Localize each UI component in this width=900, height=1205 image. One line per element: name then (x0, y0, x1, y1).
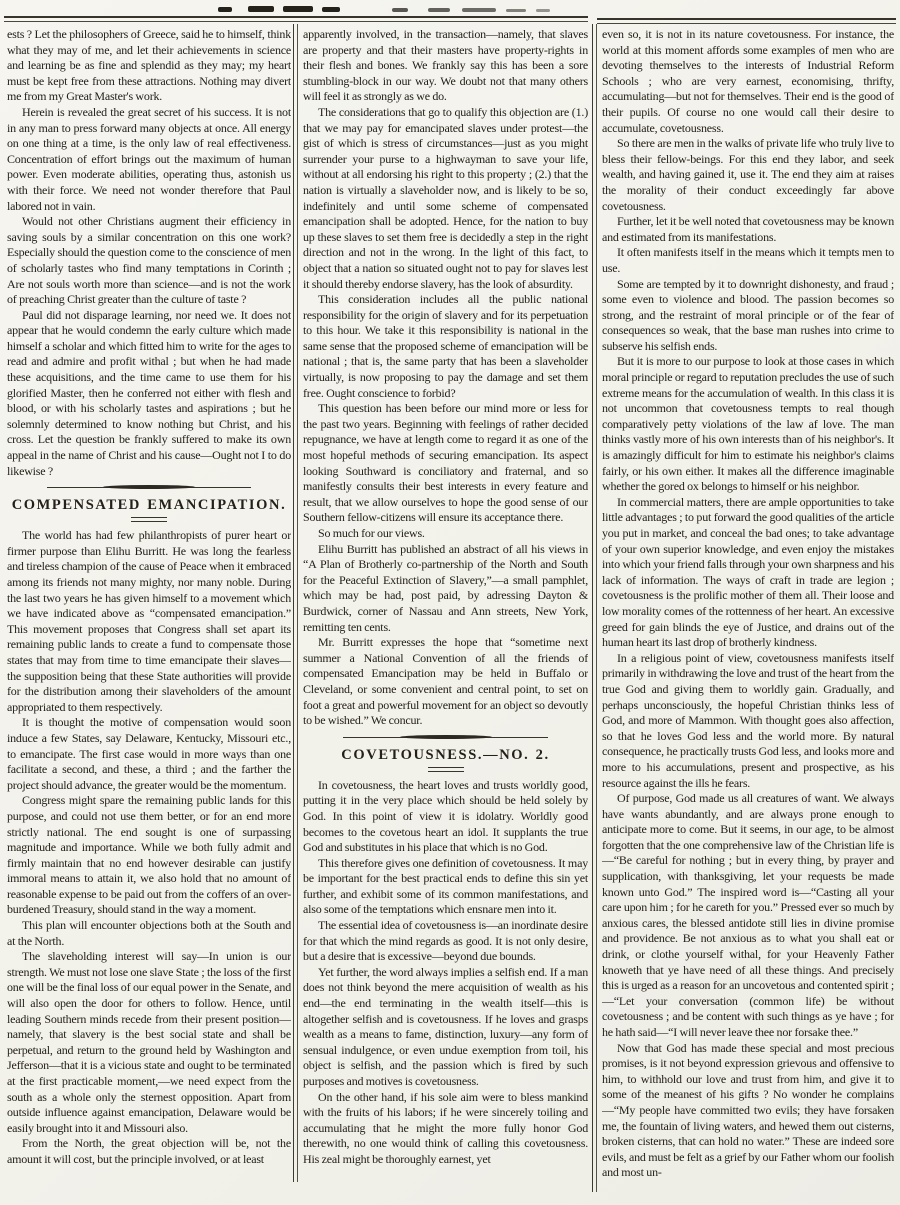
paragraph: Herein is revealed the great secret of his success. It is not in any man to press forward many objects at once. All energy on one thing at a time, is the only law of real effectiveness. Concentration of effort brings out the maximum of human power. Even moderate abilities, operating thus, astonish us with their force. We need not wonder therefore that Paul labored not in vain. (7, 104, 291, 213)
paragraph: even so, it is not in its nature covetousness. For instance, the world at this moment affords some examples of men who are devoting themselves to the interests of Industrial Reform Schools ; who are very earnest, economising, thrifty, accumulating—but not for themselves. Their end is the good of their pupils. Of course no one would call their desire to accumulate, covetousness. (602, 27, 894, 135)
paragraph: It is thought the motive of compensation would soon induce a few States, say Delaware, Kentucky, Missouri etc., to emancipate. The first case would in more ways than one facilitate a second, and these, a third ; and the farther the project should advance, the greater would be the momentum. (7, 715, 291, 792)
column-divider-rule-1 (293, 24, 298, 1182)
top-double-rule-right (597, 18, 896, 24)
paragraph: This consideration includes all the public national responsibility for the origin of slavery and for its perpetuation to this hour. We take it this responsibility is national in the same sense that the proposed scheme of emancipation will be national ; that is, the same party that has been a slaveholder virtually, is now proposing to pay the damage and set them free. Ought conscience to forbid? (303, 292, 588, 400)
paragraph: From the North, the great objection will be, not the amount it will cost, but the principle involved, or at least (7, 1136, 291, 1166)
paragraph: Mr. Burritt expresses the hope that “sometime next summer a National Convention of all the friends of compensated Emancipation may be held in Buffalo or Cleveland, or some convenient and central point, to set on foot a great and powerful movement for an object so devoutly to be wished.” We concur. (303, 635, 588, 728)
article-divider-rule (343, 734, 548, 741)
paragraph: Yet further, the word always implies a selfish end. If a man does not think beyond the mere acquisition of wealth as his end—the end terminating in the wealth itself—this is altogether selfish and is covetousness. If he loves and grasps wealth as a means to fame, distinction, luxury—any form of sensual indulgence, or even undue exemption from toil, his object is selfish, and the passion which is fired by such purposes and motives is covetousness. (303, 964, 588, 1088)
article-heading-covetousness-no-2: COVETOUSNESS.—NO. 2. (341, 746, 550, 763)
paragraph: In commercial matters, there are ample opportunities to take little advantages ; to put forward the good qualities of the article you put in market, and conceal the bad ones; to take advantage of your own superior knowledge, and even enjoy the mistakes into which your friend falls through your own sharpness and his lack of information. The ways of craft in trade are legion ; covetousness is the prolific mother of them all. Their loose and low morality comes of the rottenness of her heart. An excessive greed for gain blinds the eye of Justice, and drains out of the human heart its last drop of brotherly kindness. (602, 494, 894, 650)
heading-underline (131, 517, 167, 522)
paragraph: Now that God has made these special and most precious promises, is it not beyond expression grievous and offensive to him, to withhold our love and trust from him, and give it to some of the meanest of his gifts ? No wonder he complains—“My people have committed two evils; they have forsaken me, the fountain of living waters, and hewed them out cisterns, broken cisterns, that can hold no water.” These are indeed sore evils, and must be felt as a grief by our Father whom our foolish and most un- (602, 1040, 894, 1180)
masthead-fragment (392, 8, 408, 12)
paragraph: In a religious point of view, covetousness manifests itself primarily in withdrawing the love and trust of the heart from the true God and giving them to worldly gain. Gradually, and perhaps unconsciously, the hopeful Christian thinks less of God, and more of Mammon. With thought goes also affection, so that he loves God less and the world more. By natural consequence, he practically trusts God less, and looks more and more to his accumulations, present and prospective, as his resource against the ills he fears. (602, 650, 894, 790)
paragraph: Further, let it be well noted that covetousness may be known and estimated from its manifestations. (602, 214, 894, 244)
cropped-masthead-text-fragments (0, 2, 900, 14)
masthead-fragment (506, 9, 526, 12)
column-3 (602, 27, 894, 1199)
paragraph: Elihu Burritt has published an abstract of all his views in “A Plan of Brotherly co-partnership of the North and South for the Peaceful Extinction of Slavery,”—a small pamphlet, which may be had, post paid, by adressing Dayton & Burdwick, corner of Nassau and Ann streets, New York, remitting ten cents. (303, 541, 588, 634)
column-2 (303, 27, 588, 1199)
masthead-fragment (248, 6, 274, 12)
paragraph: The slaveholding interest will say—In union is our strength. We must not lose one slave State ; the loss of the first one will be the final loss of our equal power in the Senate, and will also open the door for others to follow. Hence, until leading Southern minds recede from their present position—namely, that slavery is the best social state and shall be perpetual, and return to the ground held by Washington and Jefferson—that it is a vicious state and ought to be terminated at the first practicable moment,—we need expect from the south as a whole only the sternest opposition. Apart from outside influence against emancipation, Delaware would be easily brought into it and Missouri also. (7, 949, 291, 1135)
column-1 (7, 27, 291, 1199)
masthead-fragment (462, 8, 496, 12)
column-divider-rule-2 (592, 24, 597, 1192)
paragraph: So there are men in the walks of private life who truly live to bless their fellow-beings. For this end they labor, and seek wealth, and having gained it, use it. The end they aim at raises the morality of their conduct exceedingly far above covetousness. (602, 136, 894, 213)
paragraph: Congress might spare the remaining public lands for this purpose, and could not use them better, or for an end more strictly national. The end sought is one of surpassing magnitude and importance. While we both fully admit and firmly maintain that no end however desirable can justify immoral means to attain it, we also hold that no amount of reasonable expense to be paid out from the coffers of an over-burdened Treasury, should stand in the way a moment. (7, 793, 291, 917)
article-heading-compensated-emancipation: COMPENSATED EMANCIPATION. (11, 497, 287, 514)
paragraph: Some are tempted by it to downright dishonesty, and fraud ; some even to violence and blood. The passion becomes so strong, and the restraint of moral principle or of the fear of consequences so weak, that the base man rushes into crime to subserve his selfish ends. (602, 276, 894, 353)
top-double-rule-left (4, 16, 588, 22)
paragraph: The considerations that go to qualify this objection are (1.) that we may pay for emancipated slaves under protest—the gist of which is stress of circumstances—just as you might surrender your purse to a highwayman to save your life, without at all endorsing his right to this property ; (2.) that the nation is virtually a slaveholder now, and is likely to be so, indefinitely and until some scheme of compensated emancipation shall be adopted. Hence, for the nation to buy up these slaves to set them free is decidedly a step in the right direction and not in the wrong. In the light of this fact, to object that a nation so situated ought not to pay for slaves lest it should thereby endorse slavery, has the look of absurdity. (303, 104, 588, 291)
heading-underline (428, 767, 464, 772)
masthead-fragment (322, 7, 340, 12)
paragraph: apparently involved, in the transaction—namely, that slaves are property and that their masters have property-rights in their flesh and bones. We frankly say this has been a sore stumbling-block in our way. We doubt not that many others will feel it as strongly as we do. (303, 27, 588, 104)
paragraph: On the other hand, if his sole aim were to bless mankind with the fruits of his labors; if he were sincerely toiling and accumulating that he might the more fully honor God therewith, no one would think of calling this covetousness. His zeal might be thoroughly earnest, yet (303, 1089, 588, 1166)
paragraph: This question has been before our mind more or less for the past two years. Beginning with feelings of rather decided repugnance, we have at length come to regard it as one of the most hopeful methods of securing emancipation. Its aspect looking Southward is conciliatory and fraternal, and so manifestly consults their best interests in every feature and result, that we allow ourselves to hope the good sense of our Southern fellow-citizens will ensure its acceptance there. (303, 401, 588, 525)
paragraph: ests ? Let the philosophers of Greece, said he to himself, think what they may of me, and let their achievements in science and learning be as fine and splendid as they may; my heart must be kept free from these attractions. Nothing may divert me from my Great Master's work. (7, 27, 291, 104)
paragraph: In covetousness, the heart loves and trusts worldly good, putting it in the very place which should be held solely by God. In this point of view it is idolatry. Worldly good becomes to the covetous heart an idol. It supplants the true God and substitutes in his place that which is no God. (303, 777, 588, 855)
paragraph: This therefore gives one definition of covetousness. It may be important for the best practical ends to define this sin yet further, and exhibit some of its common manifestations, and also some of the temptations which ensnare men into it. (303, 855, 588, 917)
paragraph: Paul did not disparage learning, nor need we. It does not appear that he would condemn the early culture which made himself a scholar and which fitted him to write for the ages to read and admire and profit withal ; but when he had made these acquisitions, and the time came to use them for his glorified Master, then he conferred not either with flesh and blood, or with his scholarly tastes and aspirations ; but he solemnly determined to know nothing but Christ, and his cross. Let the question be frankly suffered to make its own appeal in the name of Christ and his cause—Ought not I to do likewise ? (7, 307, 291, 478)
paragraph: It often manifests itself in the means which it tempts men to use. (602, 245, 894, 275)
article-divider-rule (47, 484, 251, 491)
masthead-fragment (536, 9, 550, 12)
paragraph: Of purpose, God made us all creatures of want. We always have wants abundantly, and are always prone enough to anticipate more to come. But it seems, in our age, to be almost forgotten that the one comprehensive law of the Christian life is—“Be careful for nothing ; but in every thing, by prayer and supplication, with thanksgiving, let your requests be made known unto God.” The inspired word is—“Casting all your care upon him ; for he careth for you.” Pressed ever so much by anxious cares, the blessed antidote still lies in divine promise and providence. Be not anxious as to what you shall eat or drink, or clothe yourself withal, for your Heavenly Father knoweth that ye have need of all these things. And precisely this is urged as a reason for an uncovetous and contented spirit ;—“Let your conversation (common life) be without covetousness ; and be content with such things as ye have ; for he hath said—“I will never leave thee nor forsake thee.” (602, 791, 894, 1039)
masthead-fragment (428, 8, 450, 12)
paragraph: This plan will encounter objections both at the South and at the North. (7, 918, 291, 948)
paragraph: The essential idea of covetousness is—an inordinate desire for that which the mind regards as good. It is not only desire, but a desire that is excessive—beyond due bounds. (303, 918, 588, 964)
paragraph: So much for our views. (318, 526, 425, 540)
masthead-fragment (218, 7, 232, 12)
masthead-fragment (283, 6, 313, 12)
paragraph: Would not other Christians augment their efficiency in saving souls by a similar concentration on this one work? Especially should the question come to the conscience of men of scholarly tastes who find many temptations in Corinth ; Are not souls worth more than science—and is not the work of preaching Christ greater than the culture of taste ? (7, 214, 291, 307)
paragraph: But it is more to our purpose to look at those cases in which moral principle or regard to reputation precludes the use of such extreme means for the accumulation of wealth. In this class it is not uncommon that covetousness tempts to real though comparatively petty violations of the law af love. The man thinks vastly more of his own interests than of his neighbor's. It is amazingly difficult for him to estimate his neighbor's claims fairly, or his own either. It makes all the difference imaginable whether the gored ox belongs to himself or his neighbor. (602, 354, 894, 494)
paragraph: The world has had few philanthropists of purer heart or firmer purpose than Elihu Burritt. He was long the fearless and tireless champion of the cause of Peace when it embraced among its friends not many mighty, nor many noble. During the last two years he has given himself to a movement which we have indicated above as “compensated emancipation.” This movement proposes that Congress shall set apart its remaining public lands to create a fund to compensate those states that may from time to time emancipate their slaves—the supposition being that these State authorities will provide for the distribution among their slaveholders of the amount appropriated to them respectively. (7, 528, 291, 714)
